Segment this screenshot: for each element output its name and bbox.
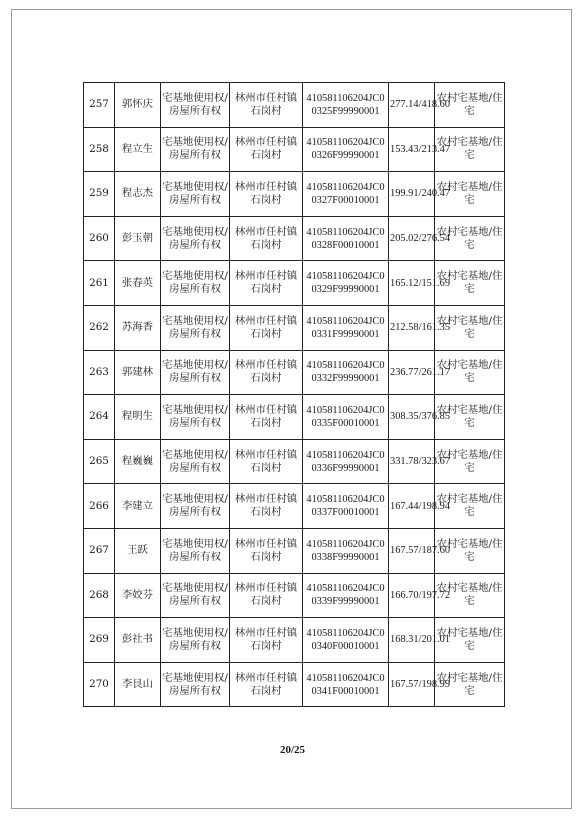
table-row [84, 662, 505, 707]
location-cell: 林州市任村镇石岗村 [230, 395, 303, 440]
owner-name-cell: 李艮山 [115, 662, 161, 707]
area-values-cell: 153.43/213.47 [389, 127, 435, 172]
unit-code-cell: 410581106204JC00339F99990001 [303, 573, 389, 618]
area-values-cell: 167.57/187.60 [389, 528, 435, 573]
right-type-cell: 宅基地使用权/房屋所有权 [161, 395, 230, 440]
area-values-cell: 199.91/240.47 [389, 172, 435, 217]
land-use-cell: 农村宅基地/住宅 [435, 216, 505, 261]
table-row [84, 439, 505, 484]
right-type-cell: 宅基地使用权/房屋所有权 [161, 528, 230, 573]
land-use-cell: 农村宅基地/住宅 [435, 127, 505, 172]
location-cell: 林州市任村镇石岗村 [230, 573, 303, 618]
table-row [84, 350, 505, 395]
right-type-cell: 宅基地使用权/房屋所有权 [161, 216, 230, 261]
location-cell: 林州市任村镇石岗村 [230, 439, 303, 484]
table-row [84, 216, 505, 261]
land-use-cell: 农村宅基地/住宅 [435, 528, 505, 573]
land-use-cell: 农村宅基地/住宅 [435, 618, 505, 663]
right-type-cell: 宅基地使用权/房屋所有权 [161, 350, 230, 395]
unit-code-cell: 410581106204JC00328F00010001 [303, 216, 389, 261]
area-values-cell: 168.31/201.01 [389, 618, 435, 663]
page-number: 20/25 [279, 744, 306, 756]
location-cell: 林州市任村镇石岗村 [230, 350, 303, 395]
owner-name-cell: 程志杰 [115, 172, 161, 217]
unit-code-cell: 410581106204JC00337F00010001 [303, 484, 389, 529]
owner-name-cell: 李建立 [115, 484, 161, 529]
owner-name-cell: 苏海香 [115, 305, 161, 350]
row-number-cell: 264 [84, 395, 115, 440]
location-cell: 林州市任村镇石岗村 [230, 618, 303, 663]
location-cell: 林州市任村镇石岗村 [230, 172, 303, 217]
area-values-cell: 331.78/323.67 [389, 439, 435, 484]
unit-code-cell: 410581106204JC00332F99990001 [303, 350, 389, 395]
unit-code-cell: 410581106204JC00336F99990001 [303, 439, 389, 484]
owner-name-cell: 彭玉朝 [115, 216, 161, 261]
area-values-cell: 205.02/276.54 [389, 216, 435, 261]
land-use-cell: 农村宅基地/住宅 [435, 172, 505, 217]
right-type-cell: 宅基地使用权/房屋所有权 [161, 439, 230, 484]
table-row [84, 127, 505, 172]
row-number-cell: 269 [84, 618, 115, 663]
location-cell: 林州市任村镇石岗村 [230, 305, 303, 350]
row-number-cell: 267 [84, 528, 115, 573]
table-row [84, 618, 505, 663]
land-use-cell: 农村宅基地/住宅 [435, 261, 505, 306]
owner-name-cell: 李姣芬 [115, 573, 161, 618]
area-values-cell: 167.44/198.94 [389, 484, 435, 529]
land-use-cell: 农村宅基地/住宅 [435, 439, 505, 484]
right-type-cell: 宅基地使用权/房屋所有权 [161, 83, 230, 128]
table-row [84, 528, 505, 573]
table-row [84, 83, 505, 128]
area-values-cell: 166.70/197.72 [389, 573, 435, 618]
location-cell: 林州市任村镇石岗村 [230, 261, 303, 306]
right-type-cell: 宅基地使用权/房屋所有权 [161, 662, 230, 707]
right-type-cell: 宅基地使用权/房屋所有权 [161, 484, 230, 529]
registration-table [83, 82, 505, 707]
area-values-cell: 212.58/161.35 [389, 305, 435, 350]
unit-code-cell: 410581106204JC00326F99990001 [303, 127, 389, 172]
unit-code-cell: 410581106204JC00338F99990001 [303, 528, 389, 573]
land-use-cell: 农村宅基地/住宅 [435, 484, 505, 529]
location-cell: 林州市任村镇石岗村 [230, 528, 303, 573]
owner-name-cell: 彭社书 [115, 618, 161, 663]
unit-code-cell: 410581106204JC00325F99990001 [303, 83, 389, 128]
right-type-cell: 宅基地使用权/房屋所有权 [161, 127, 230, 172]
location-cell: 林州市任村镇石岗村 [230, 83, 303, 128]
area-values-cell: 165.12/151.69 [389, 261, 435, 306]
owner-name-cell: 郭怀庆 [115, 83, 161, 128]
right-type-cell: 宅基地使用权/房屋所有权 [161, 305, 230, 350]
location-cell: 林州市任村镇石岗村 [230, 662, 303, 707]
right-type-cell: 宅基地使用权/房屋所有权 [161, 618, 230, 663]
row-number-cell: 263 [84, 350, 115, 395]
table-row [84, 395, 505, 440]
row-number-cell: 262 [84, 305, 115, 350]
table-row [84, 305, 505, 350]
table-body [84, 83, 505, 707]
land-use-cell: 农村宅基地/住宅 [435, 395, 505, 440]
land-use-cell: 农村宅基地/住宅 [435, 305, 505, 350]
row-number-cell: 259 [84, 172, 115, 217]
owner-name-cell: 程巍巍 [115, 439, 161, 484]
owner-name-cell: 程立生 [115, 127, 161, 172]
unit-code-cell: 410581106204JC00329F99990001 [303, 261, 389, 306]
area-values-cell: 277.14/418.60 [389, 83, 435, 128]
area-values-cell: 308.35/376.85 [389, 395, 435, 440]
table-row [84, 573, 505, 618]
owner-name-cell: 张春英 [115, 261, 161, 306]
unit-code-cell: 410581106204JC00341F00010001 [303, 662, 389, 707]
row-number-cell: 266 [84, 484, 115, 529]
row-number-cell: 268 [84, 573, 115, 618]
table-row [84, 261, 505, 306]
row-number-cell: 270 [84, 662, 115, 707]
unit-code-cell: 410581106204JC00327F00010001 [303, 172, 389, 217]
owner-name-cell: 程明生 [115, 395, 161, 440]
row-number-cell: 257 [84, 83, 115, 128]
location-cell: 林州市任村镇石岗村 [230, 127, 303, 172]
row-number-cell: 258 [84, 127, 115, 172]
land-use-cell: 农村宅基地/住宅 [435, 83, 505, 128]
area-values-cell: 236.77/261.17 [389, 350, 435, 395]
right-type-cell: 宅基地使用权/房屋所有权 [161, 573, 230, 618]
unit-code-cell: 410581106204JC00331F99990001 [303, 305, 389, 350]
location-cell: 林州市任村镇石岗村 [230, 484, 303, 529]
row-number-cell: 265 [84, 439, 115, 484]
unit-code-cell: 410581106204JC00340F00010001 [303, 618, 389, 663]
land-use-cell: 农村宅基地/住宅 [435, 662, 505, 707]
table-row [84, 484, 505, 529]
row-number-cell: 260 [84, 216, 115, 261]
table-row [84, 172, 505, 217]
location-cell: 林州市任村镇石岗村 [230, 216, 303, 261]
owner-name-cell: 郭建林 [115, 350, 161, 395]
right-type-cell: 宅基地使用权/房屋所有权 [161, 261, 230, 306]
row-number-cell: 261 [84, 261, 115, 306]
area-values-cell: 167.57/198.99 [389, 662, 435, 707]
owner-name-cell: 王跃 [115, 528, 161, 573]
land-use-cell: 农村宅基地/住宅 [435, 350, 505, 395]
land-use-cell: 农村宅基地/住宅 [435, 573, 505, 618]
right-type-cell: 宅基地使用权/房屋所有权 [161, 172, 230, 217]
unit-code-cell: 410581106204JC00335F00010001 [303, 395, 389, 440]
